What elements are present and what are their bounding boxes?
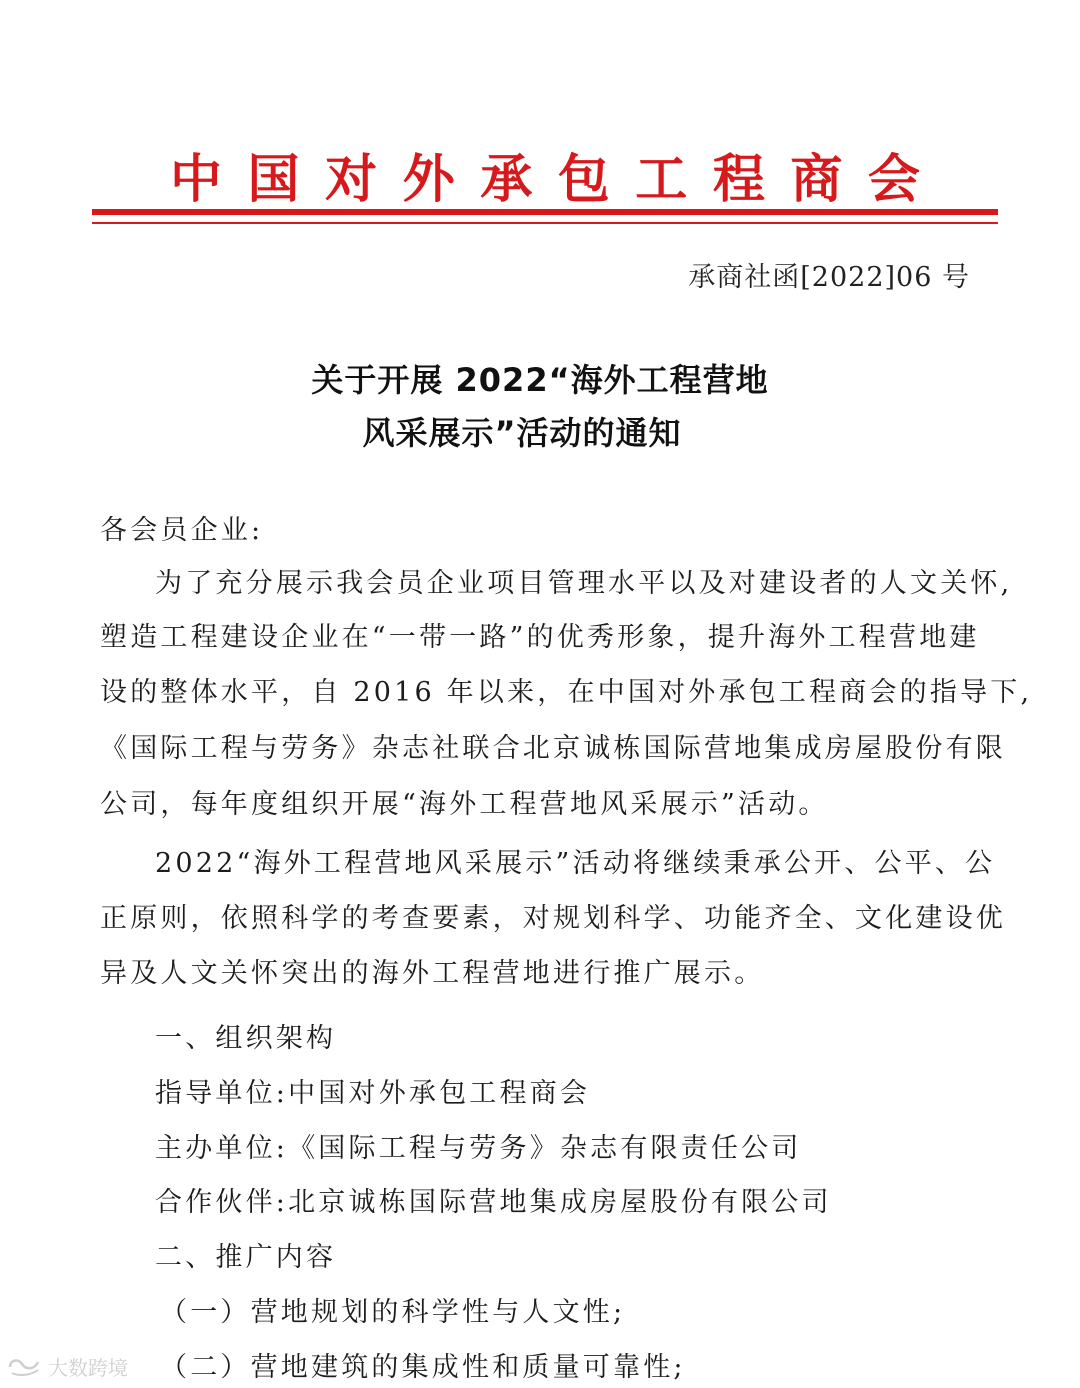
notice-title-line-1: 关于开展 2022“海外工程营地	[311, 361, 769, 399]
paragraph-1-line: 《国际工程与劳务》杂志社联合北京诚栋国际营地集成房屋股份有限	[100, 733, 1006, 764]
paragraph-2-line: 异及人文关怀突出的海外工程营地进行推广展示。	[100, 958, 765, 989]
guide-unit: 指导单位:中国对外承包工程商会	[155, 1078, 591, 1109]
notice-title-line-2: 风采展示”活动的通知	[362, 414, 682, 452]
watermark	[8, 1352, 128, 1381]
letterhead-char: 国	[247, 149, 300, 210]
org-letterhead	[92, 138, 998, 210]
letterhead-char: 工	[635, 149, 688, 210]
letterhead-char: 外	[402, 149, 455, 210]
header-rule-thick	[92, 209, 998, 215]
content-item-1: （一）营地规划的科学性与人文性;	[160, 1297, 626, 1328]
letterhead-char: 包	[557, 149, 610, 210]
watermark-logo-icon	[8, 1356, 42, 1378]
watermark-text: 大数跨境	[48, 1356, 128, 1380]
paragraph-1-line: 为了充分展示我会员企业项目管理水平以及对建设者的人文关怀,	[155, 568, 1013, 599]
paragraph-2-line: 正原则，依照科学的考查要素，对规划科学、功能齐全、文化建设优	[100, 903, 1006, 934]
paragraph-1-line: 设的整体水平，自 2016 年以来，在中国对外承包工程商会的指导下,	[100, 677, 1033, 708]
letterhead-char: 承	[480, 149, 533, 210]
paragraph-2-line: 2022“海外工程营地风采展示”活动将继续秉承公开、公平、公	[155, 848, 996, 879]
salutation: 各会员企业:	[100, 515, 264, 546]
partner: 合作伙伴:北京诚栋国际营地集成房屋股份有限公司	[155, 1187, 832, 1218]
letterhead-char: 会	[867, 149, 920, 210]
letterhead-char: 程	[712, 149, 765, 210]
section-heading-content: 二、推广内容	[155, 1242, 337, 1273]
paragraph-1-line: 塑造工程建设企业在“一带一路”的优秀形象，提升海外工程营地建	[100, 622, 980, 653]
letterhead-char: 商	[790, 149, 843, 210]
paragraph-1-line: 公司，每年度组织开展“海外工程营地风采展示”活动。	[100, 789, 829, 820]
host-unit: 主办单位:《国际工程与劳务》杂志有限责任公司	[155, 1133, 802, 1164]
letterhead-char: 中	[170, 149, 223, 210]
letterhead-char: 对	[325, 149, 378, 210]
document-number: 承商社函[2022]06 号	[688, 262, 970, 293]
header-rule-thin	[92, 222, 998, 224]
content-item-2: （二）营地建筑的集成性和质量可靠性;	[160, 1352, 686, 1383]
section-heading-organization: 一、组织架构	[155, 1023, 337, 1054]
